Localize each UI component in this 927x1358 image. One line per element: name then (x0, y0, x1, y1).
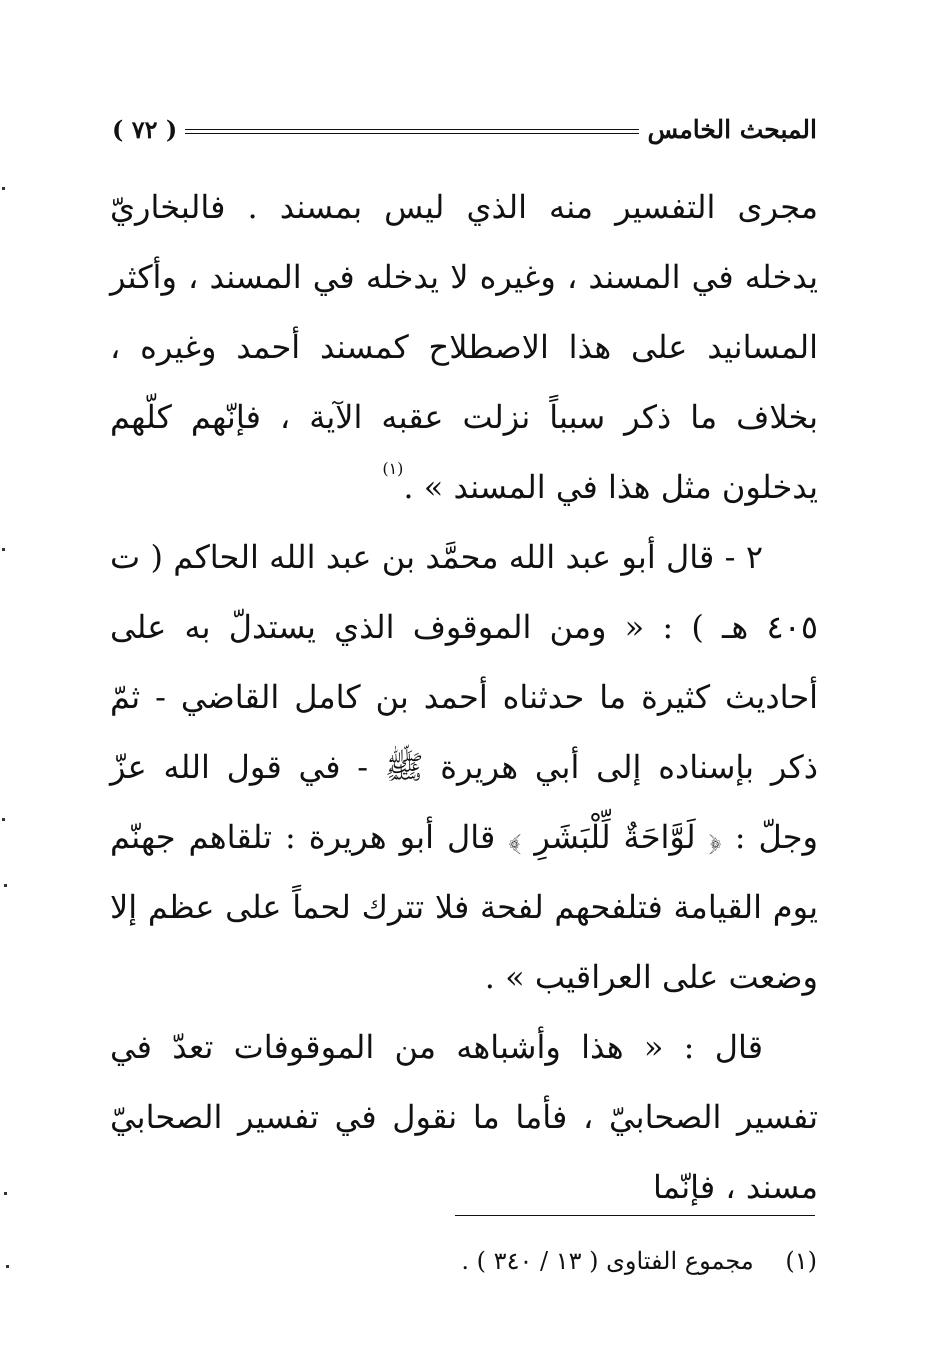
footnote-reference: (١) (382, 459, 404, 478)
paragraph-1-text: مجرى التفسير منه الذي ليس بمسند . فالبخاريّ يدخله في المسند ، وغيره لا يدخله في المسند ، وأكثر المسانيد على هذا الاصطلاح كمسند أحمد وغيره ، بخلاف ما ذكر سبباً نزلت عقبه الآية ، فإنّهم كلّهم يدخلون مثل هذا في المسند » . (110, 188, 819, 506)
scan-speck (2, 187, 5, 190)
scan-speck (6, 1265, 9, 1268)
paragraph-2 (110, 522, 818, 1012)
page-header (112, 96, 817, 142)
paragraph-3 (110, 1012, 818, 1222)
chapter-title: المبحث الخامس (647, 115, 817, 144)
paragraph-3-text: قال : « هذا وأشباهه من الموقوفات تعدّ في تفسير الصحابيّ ، فأما ما نقول في تفسير الصحابيّ مسند ، فإنّما (110, 1028, 818, 1206)
footnote-text: مجموع الفتاوى ( ١٣ / ٣٤٠ ) . (461, 1247, 754, 1275)
scan-speck (4, 884, 7, 887)
main-text (110, 172, 818, 1222)
footnote (300, 1244, 817, 1278)
paragraph-2-text: ٢ - قال أبو عبد الله محمَّد بن عبد الله الحاكم ( ت ٤٠٥ هـ ) : « ومن الموقوف الذي يستدلّ به على أحاديث كثيرة ما حدثناه أحمد بن كامل القاضي - ثمّ ذكر بإسناده إلى أبي هريرة ﷺ - في قول الله عزّ وجلّ : ﴿ لَوَّاحَةٌ لِّلْبَشَرِ ﴾ قال أبو هريرة : تلقاهم جهنّم يوم القيامة فتلفحهم لفحة فلا تترك لحماً على عظم إلا وضعت على العراقيب » . (110, 538, 819, 996)
scan-speck (2, 818, 5, 821)
scan-speck (2, 548, 5, 551)
page-number: ( ٧٢ ) (112, 115, 178, 144)
paragraph-1 (110, 172, 818, 522)
scan-speck (4, 1192, 7, 1195)
footnote-separator (455, 1215, 815, 1216)
header-rule (185, 129, 639, 134)
footnote-number: (١) (785, 1247, 817, 1275)
